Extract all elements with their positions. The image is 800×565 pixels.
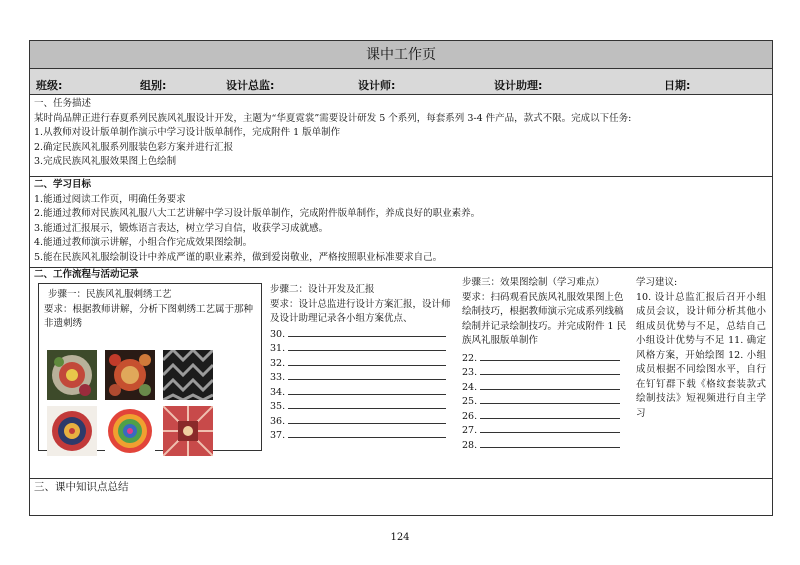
step3-line-number: 28. <box>462 439 478 451</box>
worksheet-table <box>29 40 773 516</box>
step3-answer-line[interactable] <box>480 380 620 390</box>
summary-section <box>30 479 772 517</box>
embroidery-image <box>47 350 97 400</box>
step2-requirement: 要求：设计总监进行设计方案汇报，设计师及设计助理记录各小组方案优点、 <box>270 298 451 324</box>
step3-line-number: 26. <box>462 410 478 422</box>
step3-line-number: 23. <box>462 367 478 378</box>
step3-title: 步骤三：效果图绘制（学习难点） <box>462 277 605 288</box>
step3-line-number: 22. <box>462 352 478 364</box>
step3-answer-line[interactable] <box>480 351 620 361</box>
embroidery-image <box>163 350 213 400</box>
page-title: 课中工作页 <box>30 41 772 69</box>
step2-line-number: 33. <box>270 372 286 383</box>
director-label: 设计总监: <box>226 79 275 92</box>
step1-title: 步骤一：民族风礼服刺绣工艺 <box>48 289 172 300</box>
step3-answer-line[interactable] <box>480 423 620 433</box>
info-bar <box>30 69 772 95</box>
advice-title: 学习建议: <box>636 277 678 288</box>
date-label: 日期: <box>664 79 691 92</box>
step2-line-number: 30. <box>270 328 286 340</box>
goal-line: 2.能通过教师对民族风礼服八大工艺讲解中学习设计版单制作，完成附件版单制作，养成良好的职业素养。 <box>34 208 481 219</box>
step2-answer-line[interactable] <box>288 341 446 351</box>
goal-line: 5.能在民族风礼服绘制设计中养成严谨的职业素养，做到爱岗敬业，严格按照职业标准要求自己。 <box>34 251 443 263</box>
step3-answer-line[interactable] <box>480 438 620 448</box>
flow-section <box>30 268 772 479</box>
task-line: 某时尚品牌正进行春夏系列民族风礼服设计开发，主题为“华夏霓裳”需要设计研发 5 个系列，每套系列 3-4 件产品，款式不限。完成以下任务: <box>34 112 632 124</box>
step1-box <box>38 283 262 451</box>
step2-answer-line[interactable] <box>288 414 446 424</box>
step2-answer-line[interactable] <box>288 327 446 337</box>
task-heading: 一、任务描述 <box>34 98 92 109</box>
class-label: 班级: <box>36 79 63 92</box>
step2-block <box>270 283 456 443</box>
step2-answer-line[interactable] <box>288 399 446 409</box>
step3-answer-line[interactable] <box>480 409 620 419</box>
goal-line: 4.能通过教师演示讲解，小组合作完成效果图绘制。 <box>34 237 253 248</box>
advice-block <box>636 276 766 421</box>
embroidery-images <box>47 350 267 454</box>
page-number: 124 <box>390 532 410 543</box>
step2-answer-line[interactable] <box>288 428 446 438</box>
step2-answer-line[interactable] <box>288 385 446 395</box>
step1-requirement: 要求：根据教师讲解，分析下图刺绣工艺属于那种非遗刺绣 <box>44 303 254 329</box>
step3-block <box>462 276 627 452</box>
flow-heading: 二、工作流程与活动记录 <box>34 269 139 280</box>
task-line: 1.从教师对设计版单制作演示中学习设计版单制作，完成附件 1 版单制作 <box>34 127 341 138</box>
step2-title: 步骤二：设计开发及汇报 <box>270 284 375 295</box>
step3-answer-line[interactable] <box>480 365 620 375</box>
step2-line-number: 37. <box>270 430 286 441</box>
task-line: 3.完成民族风礼服效果图上色绘制 <box>34 156 177 167</box>
embroidery-image <box>163 406 213 456</box>
embroidery-image <box>105 350 155 400</box>
step2-line-number: 35. <box>270 401 286 412</box>
step3-line-number: 24. <box>462 381 478 393</box>
step3-answer-line[interactable] <box>480 394 620 404</box>
group-label: 组别: <box>140 79 167 92</box>
summary-heading: 三、课中知识点总结 <box>34 481 129 493</box>
assistant-label: 设计助理: <box>494 79 543 92</box>
step3-line-number: 25. <box>462 396 478 407</box>
step2-line-number: 34. <box>270 386 286 398</box>
step2-answer-line[interactable] <box>288 370 446 380</box>
step2-line-number: 36. <box>270 415 286 427</box>
goals-heading: 二、学习目标 <box>34 179 92 190</box>
step2-line-number: 32. <box>270 357 286 369</box>
goals-section <box>30 177 772 268</box>
embroidery-image <box>105 406 155 456</box>
designer-label: 设计师: <box>358 79 396 92</box>
goal-line: 3.能通过汇报展示，锻炼语言表达，树立学习自信，收获学习成就感。 <box>34 222 329 234</box>
task-line: 2.确定民族风礼服系列服装色彩方案并进行汇报 <box>34 141 234 153</box>
step2-answer-line[interactable] <box>288 356 446 366</box>
embroidery-image <box>47 406 97 456</box>
goal-line: 1.能通过阅读工作页，明确任务要求 <box>34 193 186 205</box>
step2-line-number: 31. <box>270 343 286 354</box>
step3-line-number: 27. <box>462 425 478 436</box>
step3-requirement: 要求：扫码观看民族风礼服效果图上色绘制技巧，根据教师演示完成系列线稿绘制并记录绘制技巧。并完成附件 1 民族风礼服版单制作 <box>462 291 627 346</box>
advice-text: 10. 设计总监汇报后召开小组成员会议，设计师分析其他小组成员优势与不足，总结自己小组设计优势与不足 11. 确定风格方案，开始绘图 12. 小组成员根据不同绘图水平，自行在钉钉群下载《格纹套装款式绘制技法》短视频进行自主学习 <box>636 291 766 419</box>
task-section <box>30 95 772 177</box>
